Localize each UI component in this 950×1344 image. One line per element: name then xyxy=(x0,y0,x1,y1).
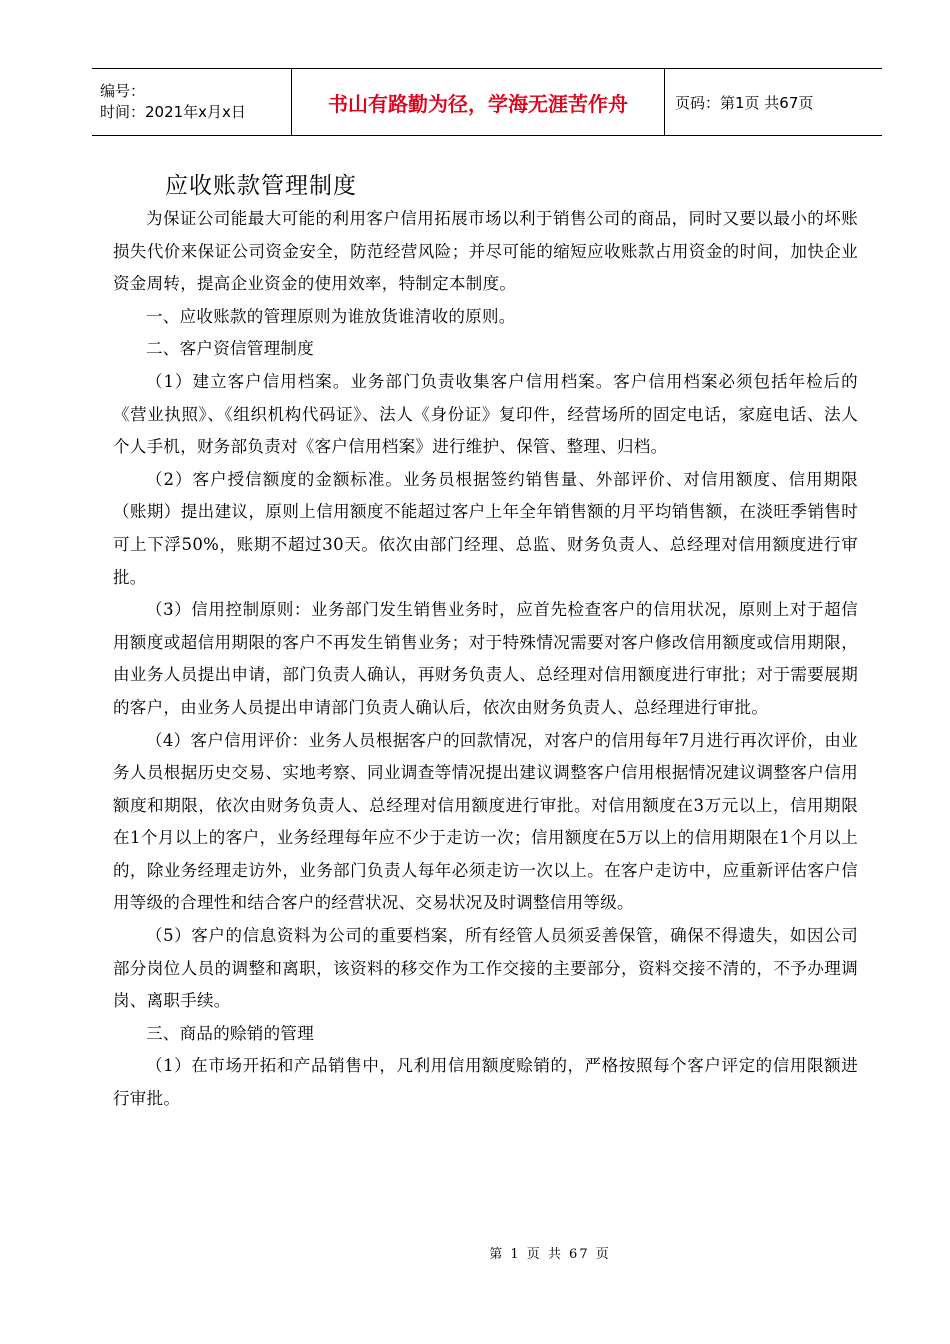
paragraph-item-2-2: （2）客户授信额度的金额标准。业务员根据签约销售量、外部评价、对信用额度、信用期限（账期）提出建议，原则上信用额度不能超过客户上年全年销售额的月平均销售额，在淡旺季销售时可上下浮50%，账期不超过30天。依次由部门经理、总监、财务负责人、总经理对信用额度进行审批。 xyxy=(113,469,858,587)
footer-page-number: 第 1 页 共 67 页 xyxy=(489,1247,611,1262)
paragraph-item-2-3: （3）信用控制原则：业务部门发生销售业务时，应首先检查客户的信用状况，原则上对于超信用额度或超信用期限的客户不再发生销售业务；对于特殊情况需要对客户修改信用额度或信用期限，由业务人员提出申请，部门负责人确认，再财务负责人、总经理对信用额度进行审批；对于需要展期的客户，由业务人员提出申请部门负责人确认后，依次由财务负责人、总经理进行审批。 xyxy=(113,600,858,717)
paragraph-section-1: 一、应收账款的管理原则为谁放货谁清收的原则。 xyxy=(146,306,516,326)
serial-label: 编号： xyxy=(100,82,146,100)
paragraph-item-2-4: （4）客户信用评价：业务人员根据客户的回款情况，对客户的信用每年7月进行再次评价，由业务人员根据历史交易、实地考察、同业调查等情况提出建议调整客户信用根据情况建议调整客户信用额度和期限，依次由财务负责人、总经理对信用额度进行审批。对信用额度在3万元以上，信用期限在1个月以上的客户，业务经理每年应不少于走访一次；信用额度在5万以上的信用期限在1个月以上的，除业务经理走访外，业务部门负责人每年必须走访一次以上。在客户走访中，应重新评估客户信用等级的合理性和结合客户的经营状况、交易状况及时调整信用等级。 xyxy=(113,730,858,913)
paragraph-item-2-1: （1）建立客户信用档案。业务部门负责收集客户信用档案。客户信用档案必须包括年检后的《营业执照》、《组织机构代码证》、法人《身份证》复印件，经营场所的固定电话，家庭电话、法人个人手机，财务部负责对《客户信用档案》进行维护、保管、整理、归档。 xyxy=(113,371,858,457)
paragraph-item-2-5: （5）客户的信息资料为公司的重要档案，所有经管人员须妥善保管，确保不得遗失，如因公司部分岗位人员的调整和离职，该资料的移交作为工作交接的主要部分，资料交接不清的，不予办理调岗、离职手续。 xyxy=(113,926,858,1011)
document-body xyxy=(113,203,858,1116)
paragraph-section-2: 二、客户资信管理制度 xyxy=(146,339,314,359)
header-meta xyxy=(92,69,292,135)
motto-text: 书山有路勤为径，学海无涯苦作舟 xyxy=(328,91,628,116)
page-header xyxy=(92,68,882,136)
time-label: 时间：2021年x月x日 xyxy=(100,103,246,121)
header-motto xyxy=(292,69,665,135)
document-title: 应收账款管理制度 xyxy=(165,173,357,199)
header-page-info xyxy=(665,69,882,135)
page-footer xyxy=(0,1243,950,1262)
paragraph-intro: 为保证公司能最大可能的利用客户信用拓展市场以利于销售公司的商品，同时又要以最小的坏账损失代价来保证公司资金安全，防范经营风险；并尽可能的缩短应收账款占用资金的时间，加快企业资金周转，提高企业资金的使用效率，特制定本制度。 xyxy=(113,209,858,294)
paragraph-item-3-1: （1）在市场开拓和产品销售中，凡利用信用额度赊销的，严格按照每个客户评定的信用限额进行审批。 xyxy=(113,1056,858,1109)
page-info-text: 页码：第1页 共67页 xyxy=(675,93,814,112)
paragraph-section-3: 三、商品的赊销的管理 xyxy=(146,1023,314,1043)
